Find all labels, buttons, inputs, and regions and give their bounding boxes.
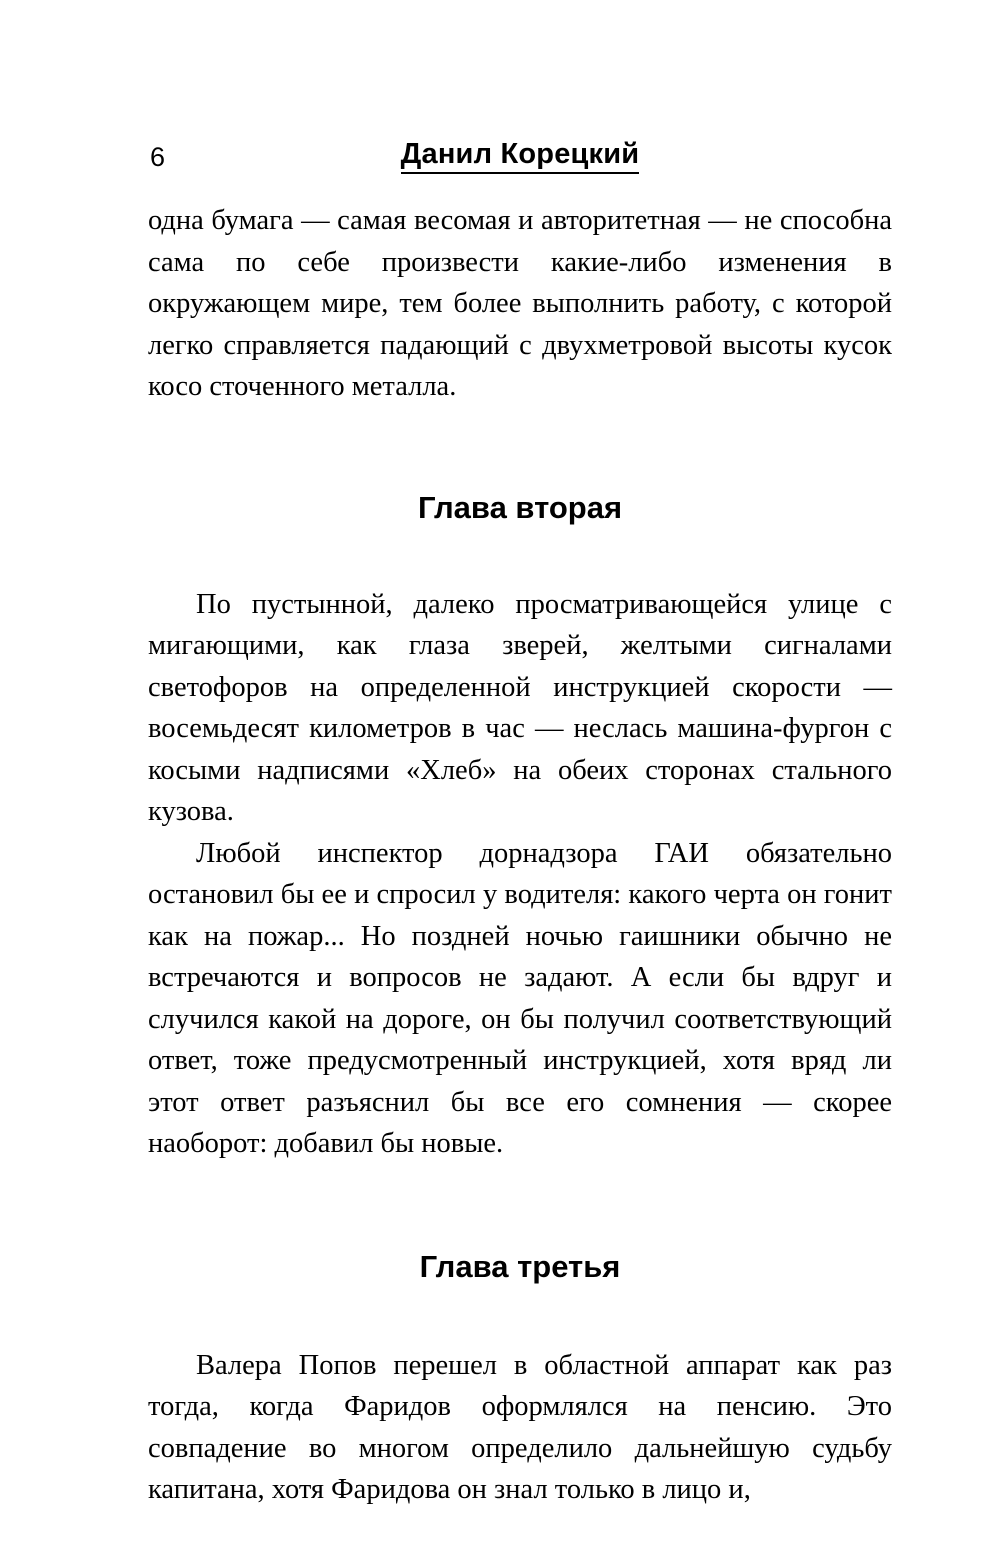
running-title-text: Данил Корецкий [401,138,640,174]
spacer [148,528,892,584]
chapter-two-paragraph-1: По пустынной, далеко просматривающейся улице с мигающими, как глаза зверей, желтыми сигналами светофоров на определенной инструкцией скорости — восемьдесят километров в час — неслась машина-фургон с косыми надписями «Хлеб» на обеих сторонах стального кузова. [148,588,892,827]
page-number: 6 [150,142,166,172]
page-body [148,200,892,1511]
running-title [150,138,890,171]
paragraph-continued: одна бумага — самая весомая и авторитетная — не способна сама по себе произвести какие-либо изменения в окружающем мире, тем более выполнить работу, с которой легко справляется падающий с двухметровой высоты кусок косо сточенного металла. [148,205,892,402]
chapter-heading-two: Глава вторая [417,489,623,525]
chapter-heading-three: Глава третья [419,1248,621,1284]
chapter-two-paragraph-2: Любой инспектор дорнадзора ГАИ обязательно остановил бы ее и спросил у водителя: какого черта он гонит как на пожар... Но поздней ночью гаишники обычно не встречаются и вопросов не задают. А если бы вдруг и случился какой на дороге, он бы получил соответствующий ответ, тоже предусмотренный инструкцией, хотя вряд ли этот ответ разъяснил бы все его сомнения — скорее наоборот: добавил бы новые. [148,837,892,1159]
spacer [148,1287,892,1345]
page-header [150,138,890,178]
chapter-three-paragraph-1: Валера Попов перешел в областной аппарат как раз тогда, когда Фаридов оформлялся на пенсию. Это совпадение во многом определило дальнейшую судьбу капитана, хотя Фаридова он знал только в лицо и, [148,1349,892,1505]
spacer [148,408,892,488]
spacer [148,1165,892,1247]
